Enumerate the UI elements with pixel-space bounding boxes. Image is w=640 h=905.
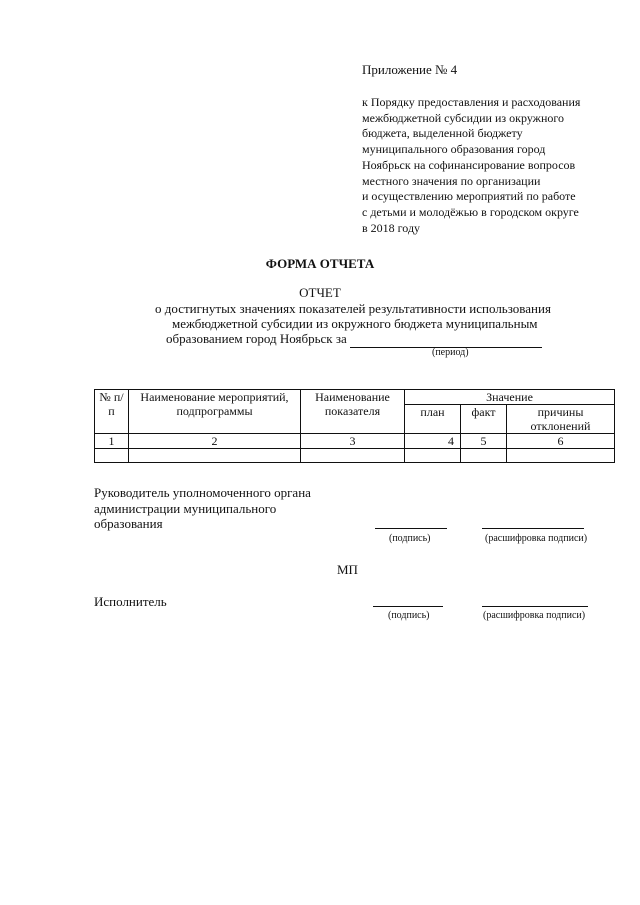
appendix-line: с детьми и молодёжью в городском округе [362, 204, 579, 219]
head-decoding-line[interactable] [482, 528, 584, 529]
head-title [94, 485, 311, 532]
period-field[interactable] [350, 331, 542, 348]
appendix-reference [362, 95, 612, 236]
appendix-line: к Порядку предоставления и расходования [362, 95, 581, 109]
appendix-line: в 2018 году [362, 220, 421, 235]
report-period-label: образованием город Ноябрьск за [166, 331, 347, 346]
head-signature-line[interactable] [375, 528, 447, 529]
table-cell[interactable] [301, 449, 405, 463]
table-cell[interactable] [461, 449, 507, 463]
column-number: 4 [405, 434, 461, 449]
column-number: 6 [507, 434, 615, 449]
appendix-line: бюджета, выделенной бюджету [362, 126, 523, 141]
head-signature-caption: (подпись) [389, 533, 431, 544]
executor-signature-line[interactable] [373, 606, 443, 607]
appendix-line: и осуществлению мероприятий по работе [362, 189, 576, 204]
report-table [94, 389, 615, 463]
column-number: 5 [461, 434, 507, 449]
header-activity: Наименование мероприятий, подпрограммы [129, 390, 301, 434]
appendix-line: Ноябрьск на софинансирование вопросов [362, 157, 576, 172]
period-caption: (период) [432, 347, 469, 358]
header-plan: план [405, 405, 461, 434]
executor-decoding-caption: (расшифровка подписи) [483, 610, 586, 621]
stamp-placeholder: МП [337, 562, 358, 577]
column-number-row [95, 434, 615, 449]
table-header-row [95, 390, 615, 405]
executor-decoding-line[interactable] [482, 606, 588, 607]
appendix-line: местного значения по организации [362, 173, 541, 188]
head-decoding-caption: (расшифровка подписи) [485, 533, 588, 544]
table-cell[interactable] [95, 449, 129, 463]
column-number: 2 [129, 434, 301, 449]
header-num: № п/п [95, 390, 129, 434]
head-title-line: образования [94, 516, 163, 531]
column-number: 3 [301, 434, 405, 449]
header-indicator: Наименование показателя [301, 390, 405, 434]
table-cell[interactable] [507, 449, 615, 463]
appendix-line: муниципального образования город [362, 142, 546, 157]
report-heading: ОТЧЕТ [299, 285, 341, 300]
form-title: ФОРМА ОТЧЕТА [265, 256, 375, 271]
report-subtitle-line-3 [166, 331, 542, 348]
head-title-line: Руководитель уполномоченного органа [94, 485, 311, 500]
header-value: Значение [405, 390, 615, 405]
table-cell[interactable] [129, 449, 301, 463]
report-subtitle-line-2: межбюджетной субсидии из окружного бюджета муниципальным [172, 316, 538, 331]
head-title-line: администрации муниципального [94, 500, 277, 516]
executor-label: Исполнитель [94, 594, 167, 609]
appendix-line: межбюджетной субсидии из окружного [362, 110, 564, 125]
header-reasons: причины отклонений [507, 405, 615, 434]
column-number: 1 [95, 434, 129, 449]
table-row [95, 449, 615, 463]
appendix-title: Приложение № 4 [362, 62, 458, 77]
report-subtitle-line-1: о достигнутых значениях показателей результативности использования [155, 301, 551, 316]
executor-signature-caption: (подпись) [388, 610, 430, 621]
table-cell[interactable] [405, 449, 461, 463]
header-fact: факт [461, 405, 507, 434]
